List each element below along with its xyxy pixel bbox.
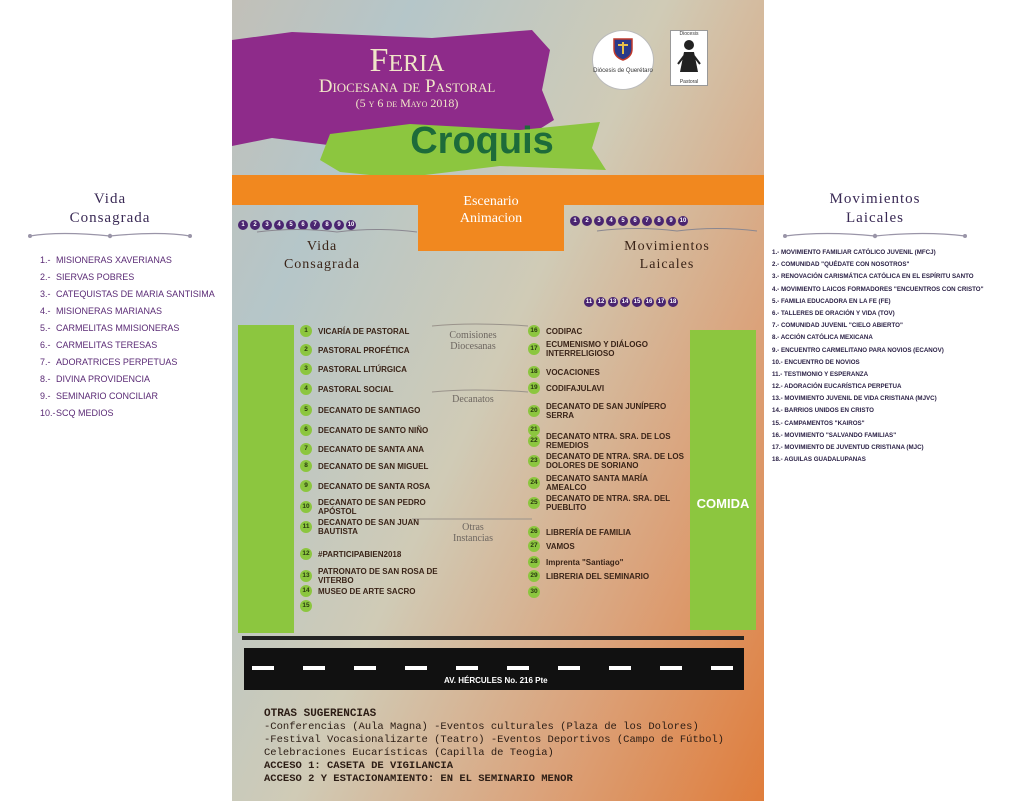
booth-item-label: VOCACIONES xyxy=(546,367,600,377)
booth-item-label: DECANATO DE SAN MIGUEL xyxy=(318,461,429,471)
booth-item xyxy=(300,518,458,536)
left-green-block xyxy=(238,325,294,633)
booth-item-number: 7 xyxy=(300,443,312,455)
booth-number-badge: 1 xyxy=(570,216,580,226)
booth-number-badge: 7 xyxy=(642,216,652,226)
booth-item xyxy=(528,556,623,568)
pastoral-logo: Diocesis Pastoral xyxy=(670,30,708,86)
booth-item-label: #PARTICIPABIEN2018 xyxy=(318,549,402,559)
right-panel-item: 3.- RENOVACIÓN CARISMÁTICA CATÓLICA EN EL ESPÍRITU SANTO xyxy=(772,273,974,281)
right-panel-item: 12.- ADORACIÓN EUCARÍSTICA PERPETUA xyxy=(772,383,902,391)
left-panel-item-number: 6.- xyxy=(40,340,51,350)
booth-number-badge: 10 xyxy=(679,218,687,224)
right-panel-item: 10.- ENCUENTRO DE NOVIOS xyxy=(772,358,860,366)
right-panel-item: 5.- FAMILIA EDUCADORA EN LA FE (FE) xyxy=(772,297,891,305)
left-panel-item-number: 1.- xyxy=(40,255,51,265)
right-panel-item: 4.- MOVIMIENTO LAICOS FORMADORES "ENCUENTROS CON CRISTO" xyxy=(772,285,984,293)
left-panel-list xyxy=(40,252,215,422)
street-dash xyxy=(711,666,733,670)
booth-item xyxy=(528,340,686,358)
right-panel xyxy=(770,190,980,240)
booth-item-number: 17 xyxy=(528,343,540,355)
booth-number-badge: 3 xyxy=(262,220,272,230)
booth-item-label: LIBRERÍA DE FAMILIA xyxy=(546,527,632,537)
left-panel-item xyxy=(40,354,215,371)
left-panel-item-label: MISIONERAS MARIANAS xyxy=(56,306,163,316)
booth-number-badge: 4 xyxy=(274,220,284,230)
booth-item-label: DECANATO DE SANTA ANA xyxy=(318,444,425,454)
booth-item-label: CODIPAC xyxy=(546,326,583,336)
booth-number-badge: 7 xyxy=(310,220,320,230)
shield-icon xyxy=(612,37,634,61)
booth-item xyxy=(300,600,318,612)
left-panel-item-number: 10.- xyxy=(40,408,56,418)
booth-item-label: LIBRERIA DEL SEMINARIO xyxy=(546,571,650,581)
left-panel-item xyxy=(40,320,215,337)
booth-number-badge: 8 xyxy=(322,220,332,230)
booth-item xyxy=(300,443,424,455)
left-panel-item-number: 7.- xyxy=(40,357,51,367)
booth-item-number: 29 xyxy=(528,570,540,582)
booth-item xyxy=(528,540,575,552)
street-dash xyxy=(507,666,529,670)
left-panel-item xyxy=(40,371,215,388)
street-dashes xyxy=(252,666,742,670)
suggestions-block: OTRAS SUGERENCIAS -Conferencias (Aula Magna) -Eventos culturales (Plaza de los Dolores) -Festival Vocasionalizarte (Teatro) -Eventos Deportivos (Campo de Fútbol) Celebraciones Eucarísticas (Capilla de Teogia) ACCESO 1: CASETA DE VIGILANCIA ACCESO 2 Y ESTACIONAMIENTO: EN EL SEMINARIO MENOR xyxy=(264,708,724,785)
left-panel-title: Vida Consagrada xyxy=(69,191,151,226)
booth-number-badge: 14 xyxy=(621,299,629,305)
left-panel-item-label: CARMELITAS TERESAS xyxy=(56,340,158,350)
booth-item-number: 3 xyxy=(300,363,312,375)
booth-item-number: 9 xyxy=(300,480,312,492)
booth-item-number: 21 xyxy=(528,424,540,436)
booth-item-label: DECANATO DE NTRA. SRA. DE LOS DOLORES DE SORIANO xyxy=(546,452,684,470)
booth-item xyxy=(300,480,430,492)
food-area: COMIDA xyxy=(690,330,756,630)
booth-item-label: PASTORAL SOCIAL xyxy=(318,384,394,394)
right-panel-item: 11.- TESTIMONIO Y ESPERANZA xyxy=(772,370,869,378)
booth-item xyxy=(528,382,604,394)
booth-number-badge: 2 xyxy=(250,220,260,230)
right-panel-item: 16.- MOVIMIENTO "SALVANDO FAMILIAS" xyxy=(772,431,897,439)
left-panel-item xyxy=(40,388,215,405)
left-panel-item-label: SEMINARIO CONCILIAR xyxy=(56,391,159,401)
right-panel-item: 18.- AGUILAS GUADALUPANAS xyxy=(772,456,866,464)
booth-item-number: 22 xyxy=(528,435,540,447)
left-panel-item-number: 2.- xyxy=(40,272,51,282)
booth-item xyxy=(528,586,546,598)
street-dash xyxy=(252,666,274,670)
booth-item xyxy=(300,344,410,356)
ornament-divider-icon xyxy=(592,226,762,236)
left-panel-item-label: CATEQUISTAS DE MARIA SANTISIMA xyxy=(56,289,215,299)
booth-item-number: 5 xyxy=(300,404,312,416)
booth-item-number: 1 xyxy=(300,325,312,337)
street xyxy=(244,648,744,690)
booth-item xyxy=(300,404,420,416)
left-panel xyxy=(20,190,200,240)
left-panel-item-number: 8.- xyxy=(40,374,51,384)
left-panel-item xyxy=(40,252,215,269)
right-panel-item: 8.- ACCIÓN CATÓLICA MEXICANA xyxy=(772,334,873,342)
booth-number-badge: 8 xyxy=(654,216,664,226)
booth-number-badge: 9 xyxy=(334,220,344,230)
booth-item-label: DECANATO DE SAN PEDRO APÓSTOL xyxy=(318,498,426,516)
booth-number-badge: 17 xyxy=(657,299,665,305)
booth-item-number: 30 xyxy=(528,586,540,598)
section-otras-label: Otras Instancias xyxy=(453,522,493,544)
booth-number-badge: 5 xyxy=(286,220,296,230)
street-top-line xyxy=(242,636,744,640)
booth-number-badge: 2 xyxy=(582,216,592,226)
booth-item xyxy=(300,363,407,375)
booth-number-badge: 3 xyxy=(594,216,604,226)
left-panel-item-number: 9.- xyxy=(40,391,51,401)
booth-item-number: 26 xyxy=(528,526,540,538)
booth-number-badge: 9 xyxy=(666,216,676,226)
booth-item-label: DECANATO DE SAN JUNÍPERO SERRA xyxy=(546,402,667,420)
booth-number-badge: 4 xyxy=(606,216,616,226)
booth-item xyxy=(300,424,428,436)
booth-item-label: PATRONATO DE SAN ROSA DE VITERBO xyxy=(318,567,438,585)
booth-item-number: 15 xyxy=(300,600,312,612)
booth-item-label: DECANATO DE SAN JUAN BAUTISTA xyxy=(318,518,420,536)
left-panel-item-label: CARMELITAS MMISIONERAS xyxy=(56,323,180,333)
booth-item xyxy=(300,548,401,560)
movimientos-laicales-heading: Movimientos Laicales xyxy=(624,239,710,272)
booth-number-badge: 16 xyxy=(645,299,653,305)
booth-item-label: Imprenta "Santiago" xyxy=(546,557,624,567)
booth-item-number: 10 xyxy=(300,501,312,513)
booth-item-number: 11 xyxy=(300,521,312,533)
street-label: AV. HÉRCULES No. 216 Pte xyxy=(444,676,548,685)
street-dash xyxy=(609,666,631,670)
poster xyxy=(232,0,764,801)
right-panel-list xyxy=(772,247,984,466)
booth-item-number: 4 xyxy=(300,383,312,395)
booth-item-label: DECANATO DE NTRA. SRA. DEL PUEBLITO xyxy=(546,494,671,512)
booth-item-number: 24 xyxy=(528,477,540,489)
booth-item-label: ECUMENISMO Y DIÁLOGO INTERRELIGIOSO xyxy=(546,340,648,358)
booth-item xyxy=(300,383,394,395)
booth-item xyxy=(300,325,409,337)
right-panel-item: 14.- BARRIOS UNIDOS EN CRISTO xyxy=(772,407,874,415)
booth-item-label: DECANATO NTRA. SRA. DE LOS REMEDIOS xyxy=(546,432,671,450)
booth-item xyxy=(528,526,631,538)
booth-item xyxy=(528,432,686,450)
left-panel-item xyxy=(40,269,215,286)
movimientos-booth-numbers xyxy=(570,209,690,227)
right-panel-item: 15.- CAMPAMENTOS "KAIROS" xyxy=(772,419,865,427)
booth-number-badge: 18 xyxy=(669,299,677,305)
booth-item-label: VICARÍA DE PASTORAL xyxy=(318,326,410,336)
booth-item xyxy=(528,402,686,420)
booth-item-number: 20 xyxy=(528,405,540,417)
booth-item-number: 2 xyxy=(300,344,312,356)
booth-item-number: 8 xyxy=(300,460,312,472)
booth-item-label: DECANATO DE SANTA ROSA xyxy=(318,481,431,491)
croquis-title: Croquis xyxy=(410,120,554,162)
right-panel-item: 9.- ENCUENTRO CARMELITANO PARA NOVIOS (ECANOV) xyxy=(772,346,944,354)
booth-item xyxy=(300,498,458,516)
street-dash xyxy=(456,666,478,670)
right-panel-item: 1.- MOVIMIENTO FAMILIAR CATÓLICO JUVENIL (MFCJ) xyxy=(772,249,936,256)
booth-item xyxy=(300,585,416,597)
left-panel-item-label: ADORATRICES PERPETUAS xyxy=(56,357,178,367)
left-panel-item-label: SIERVAS POBRES xyxy=(56,272,135,282)
booth-item-number: 25 xyxy=(528,497,540,509)
booth-item-number: 19 xyxy=(528,382,540,394)
right-panel-item: 6.- TALLERES DE ORACIÓN Y VIDA (TOV) xyxy=(772,309,895,317)
right-panel-item: 13.- MOVIMIENTO JUVENIL DE VIDA CRISTIANA (MJVC) xyxy=(772,395,937,403)
booth-number-badge: 6 xyxy=(298,220,308,230)
section-comisiones-label: Comisiones Diocesanas xyxy=(449,330,497,352)
street-dash xyxy=(558,666,580,670)
left-panel-item-label: SCQ MEDIOS xyxy=(56,408,114,418)
street-dash xyxy=(354,666,376,670)
section-decanatos-label: Decanatos xyxy=(452,394,494,405)
right-panel-item: 17.- MOVIMIENTO DE JUVENTUD CRISTIANA (MJC) xyxy=(772,444,924,451)
booth-item xyxy=(528,474,686,492)
booth-item-number: 13 xyxy=(300,570,312,582)
booth-number-badge: 1 xyxy=(238,220,248,230)
booth-item-number: 27 xyxy=(528,540,540,552)
left-panel-item xyxy=(40,405,215,422)
booth-item-label: VAMOS xyxy=(546,541,575,551)
street-dash xyxy=(405,666,427,670)
left-panel-item xyxy=(40,286,215,303)
left-panel-item-label: MISIONERAS XAVERIANAS xyxy=(56,255,172,265)
left-panel-item xyxy=(40,303,215,320)
vida-consagrada-heading: Vida Consagrada xyxy=(283,239,361,272)
stage-area: Escenario Animacion xyxy=(418,175,564,251)
booth-item-number: 14 xyxy=(300,585,312,597)
ornament-divider-icon xyxy=(252,227,422,237)
booth-item-number: 18 xyxy=(528,366,540,378)
booth-item-label: MUSEO DE ARTE SACRO xyxy=(318,586,416,596)
booth-number-badge: 10 xyxy=(347,222,355,228)
booth-item xyxy=(528,325,582,337)
booth-item-number: 16 xyxy=(528,325,540,337)
left-panel-item-number: 5.- xyxy=(40,323,51,333)
booth-item xyxy=(300,460,428,472)
booth-item-number: 12 xyxy=(300,548,312,560)
booth-item xyxy=(300,567,458,585)
booth-item xyxy=(528,452,686,470)
booth-number-badge: 15 xyxy=(633,299,641,305)
street-dash xyxy=(660,666,682,670)
booth-item-label: DECANATO DE SANTIAGO xyxy=(318,405,421,415)
page-title: Feria Diocesana de Pastoral (5 y 6 de Mayo 2018) xyxy=(318,42,496,110)
left-panel-item xyxy=(40,337,215,354)
figure-icon xyxy=(676,38,702,74)
ornament-divider-icon xyxy=(20,230,200,240)
booth-number-badge: 6 xyxy=(630,216,640,226)
right-panel-item: 7.- COMUNIDAD JUVENIL "CIELO ABIERTO" xyxy=(772,322,903,330)
booth-number-badge: 13 xyxy=(609,299,617,305)
booth-item-label: PASTORAL PROFÉTICA xyxy=(318,345,410,355)
booth-item xyxy=(528,494,686,512)
booth-item-label: CODIFAJULAVI xyxy=(546,383,605,393)
left-panel-item-label: DIVINA PROVIDENCIA xyxy=(56,374,151,384)
diocesis-logo: Diócesis de Querétaro xyxy=(592,30,654,90)
booth-number-badge: 12 xyxy=(597,299,605,305)
booth-item-label: PASTORAL LITÚRGICA xyxy=(318,364,407,374)
left-panel-item-number: 4.- xyxy=(40,306,51,316)
left-panel-item-number: 3.- xyxy=(40,289,51,299)
street-dash xyxy=(303,666,325,670)
booth-item xyxy=(528,366,600,378)
booth-item xyxy=(528,570,649,582)
booth-item-number: 23 xyxy=(528,455,540,467)
booth-number-badge: 11 xyxy=(585,299,593,305)
booth-item-number: 6 xyxy=(300,424,312,436)
ornament-divider-icon xyxy=(770,230,980,240)
booth-number-badge: 5 xyxy=(618,216,628,226)
booth-item-number: 28 xyxy=(528,556,540,568)
right-panel-item: 2.- COMUNIDAD "QUÉDATE CON NOSOTROS" xyxy=(772,261,910,269)
booth-item-label: DECANATO SANTA MARÍA AMEALCO xyxy=(546,474,648,492)
right-panel-title: Movimientos Laicales xyxy=(829,191,921,226)
movimientos-booth-numbers-2 xyxy=(584,290,680,308)
booth-item-label: DECANATO DE SANTO NIÑO xyxy=(318,425,429,435)
